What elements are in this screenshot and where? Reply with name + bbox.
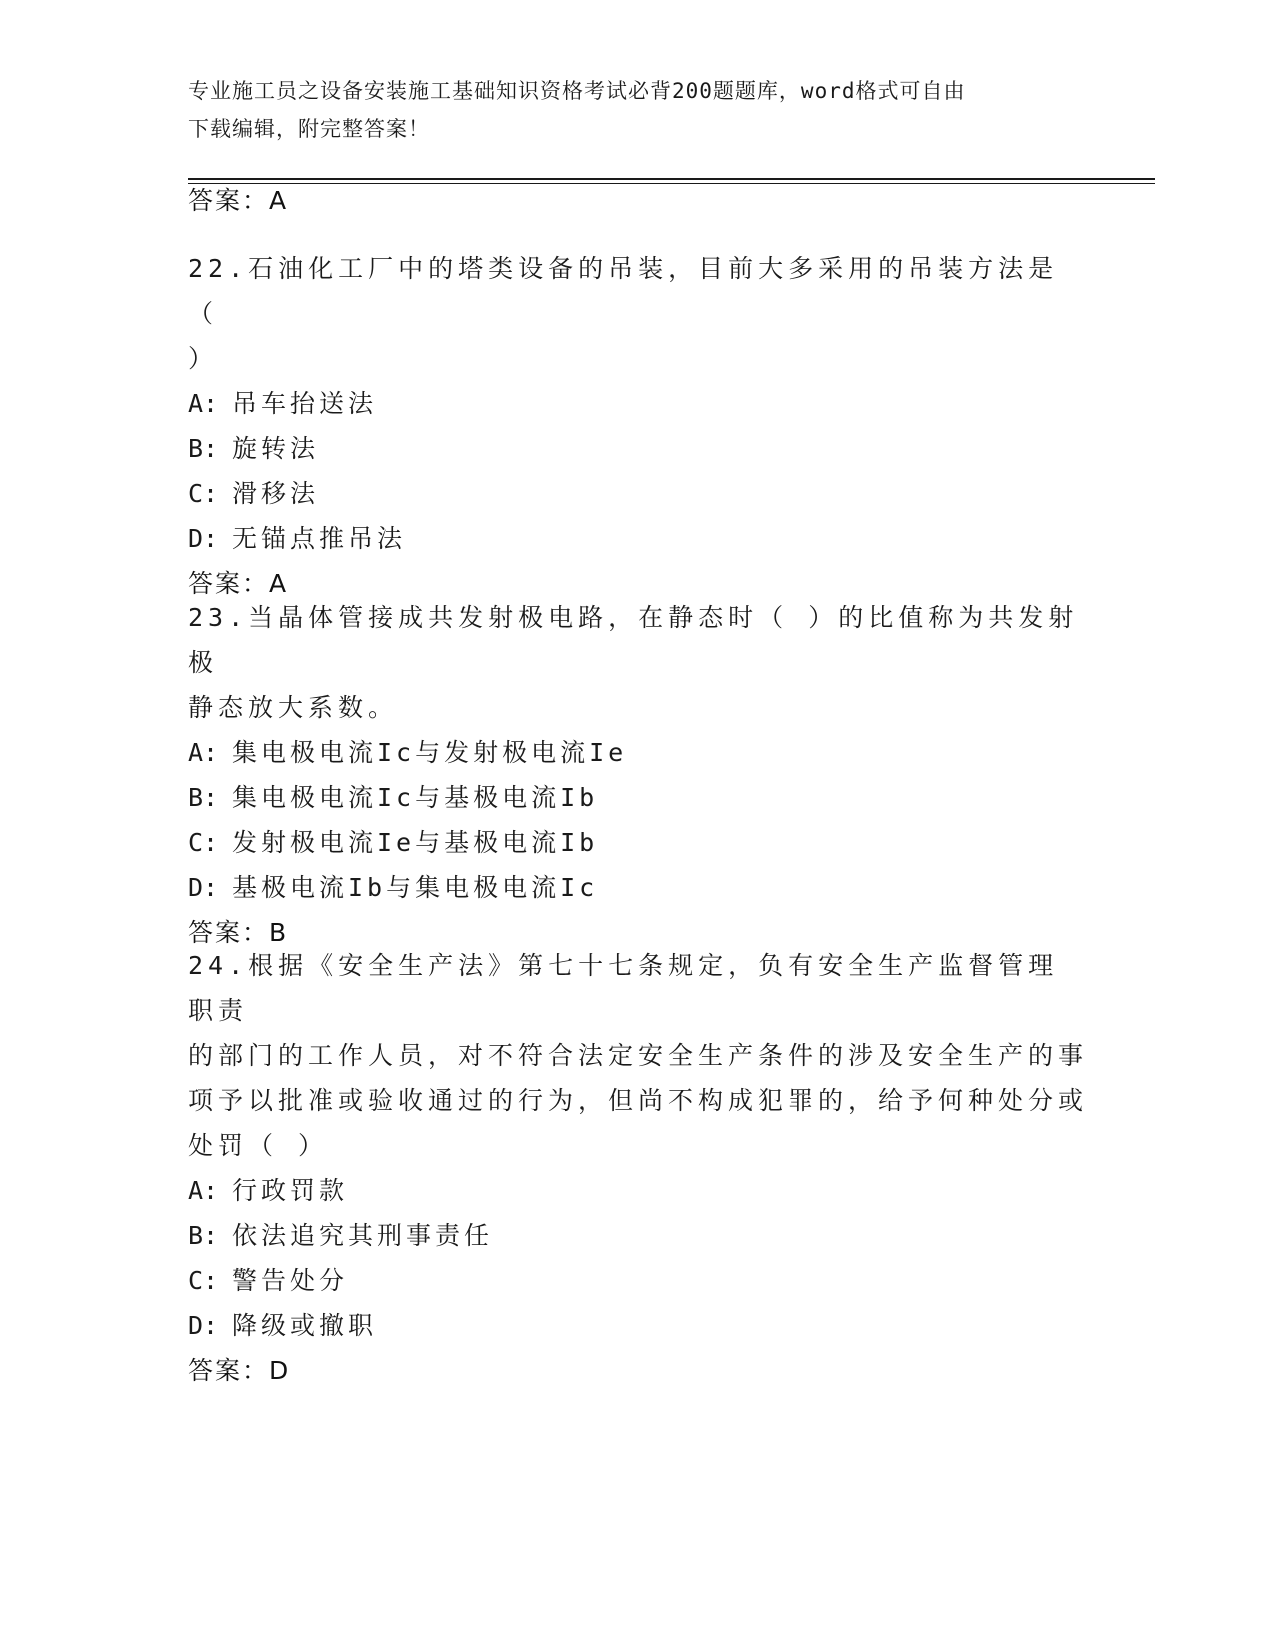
- question-stem-line: 22.石油化工厂中的塔类设备的吊装，目前大多采用的吊装方法是（: [188, 254, 1059, 328]
- option-text: 发射极电流Ie与基极电流Ib: [232, 828, 599, 857]
- option-d: [188, 516, 1088, 561]
- question-stem-line: 的部门的工作人员，对不符合法定安全生产条件的涉及安全生产的事: [188, 1041, 1089, 1070]
- document-header: [188, 72, 1068, 148]
- option-letter: D:: [188, 873, 219, 902]
- option-b: [188, 426, 1088, 471]
- question-stem: [188, 943, 1088, 1168]
- option-letter: A:: [188, 1176, 219, 1205]
- option-letter: A:: [188, 738, 219, 767]
- option-c: [188, 471, 1088, 516]
- option-d: [188, 865, 1088, 910]
- option-text: 吊车抬送法: [232, 389, 378, 418]
- option-text: 基极电流Ib与集电极电流Ic: [232, 873, 599, 902]
- option-a: [188, 381, 1088, 426]
- option-letter: B:: [188, 1221, 219, 1250]
- answer-prev: 答案：A: [188, 186, 289, 215]
- option-text: 集电极电流Ic与基极电流Ib: [232, 783, 599, 812]
- header-line-2: 下载编辑，附完整答案！: [188, 117, 430, 141]
- option-letter: D:: [188, 524, 219, 553]
- option-text: 警告处分: [232, 1266, 349, 1295]
- option-letter: D:: [188, 1311, 219, 1340]
- option-b: [188, 1213, 1088, 1258]
- question-stem-line: 项予以批准或验收通过的行为，但尚不构成犯罪的，给予何种处分或: [188, 1086, 1089, 1115]
- question-stem-line: 24.根据《安全生产法》第七十七条规定，负有安全生产监督管理职责: [188, 951, 1059, 1025]
- option-text: 旋转法: [232, 434, 320, 463]
- option-d: [188, 1303, 1088, 1348]
- option-text: 依法追究其刑事责任: [232, 1221, 494, 1250]
- option-text: 行政罚款: [232, 1176, 349, 1205]
- option-text: 无锚点推吊法: [232, 524, 407, 553]
- answer: 答案：D: [188, 1356, 291, 1385]
- question-stem: [188, 595, 1088, 730]
- question-24: [188, 943, 1088, 1394]
- question-stem: [188, 246, 1088, 381]
- option-letter: C:: [188, 1266, 219, 1295]
- question-stem-line: 静态放大系数。: [188, 693, 399, 722]
- option-letter: C:: [188, 828, 219, 857]
- option-letter: B:: [188, 783, 219, 812]
- option-c: [188, 820, 1088, 865]
- option-a: [188, 730, 1088, 775]
- option-c: [188, 1258, 1088, 1303]
- option-text: 集电极电流Ic与发射极电流Ie: [232, 738, 628, 767]
- question-23: [188, 595, 1088, 956]
- answer: 答案：A: [188, 569, 289, 598]
- option-b: [188, 775, 1088, 820]
- question-22: [188, 246, 1088, 607]
- option-a: [188, 1168, 1088, 1213]
- answer: 答案：B: [188, 918, 289, 947]
- option-text: 滑移法: [232, 479, 320, 508]
- option-text: 降级或撤职: [232, 1311, 378, 1340]
- question-stem-line: 处罚（ ）: [188, 1131, 329, 1160]
- option-letter: B:: [188, 434, 219, 463]
- option-letter: C:: [188, 479, 219, 508]
- question-stem-line: 23.当晶体管接成共发射极电路，在静态时（ ）的比值称为共发射极: [188, 603, 1079, 677]
- header-line-1: 专业施工员之设备安装施工基础知识资格考试必背200题题库，word格式可自由: [188, 79, 966, 103]
- question-stem-line: ）: [188, 344, 219, 373]
- option-letter: A:: [188, 389, 219, 418]
